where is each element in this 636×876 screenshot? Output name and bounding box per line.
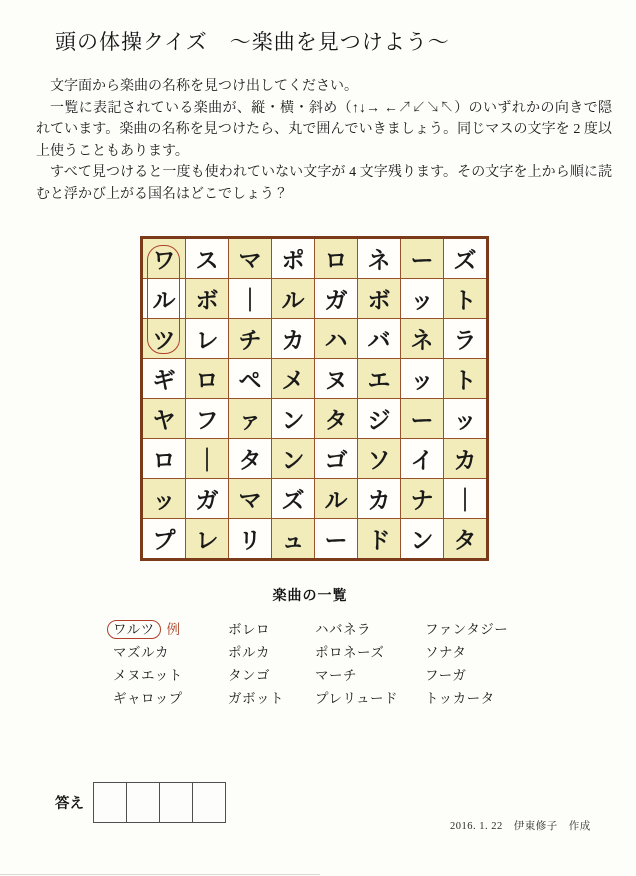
word-list-item: フーガ xyxy=(425,668,467,683)
grid-cell[interactable]: タ xyxy=(315,399,358,439)
grid-cell[interactable]: フ xyxy=(186,399,229,439)
grid-cell[interactable]: ボ xyxy=(186,279,229,319)
grid-cell[interactable]: ロ xyxy=(186,359,229,399)
answer-box[interactable] xyxy=(159,782,193,823)
grid-cell[interactable]: ー xyxy=(401,238,444,279)
grid-cell[interactable]: ッ xyxy=(142,479,186,519)
grid-cell[interactable]: イ xyxy=(401,439,444,479)
grid-cell[interactable]: レ xyxy=(186,319,229,359)
grid-cell[interactable]: タ xyxy=(444,519,488,560)
grid-cell[interactable]: ッ xyxy=(401,359,444,399)
grid-cell[interactable]: ソ xyxy=(358,439,401,479)
instruction-paragraph: 文字面から楽曲の名称を見つけ出してください。 xyxy=(50,79,358,94)
grid-cell[interactable]: マ xyxy=(229,479,272,519)
grid-cell[interactable]: ガ xyxy=(186,479,229,519)
grid-cell[interactable]: ｜ xyxy=(444,479,488,519)
grid-cell[interactable]: カ xyxy=(444,439,488,479)
grid-row xyxy=(142,319,488,359)
grid-cell[interactable]: カ xyxy=(272,319,315,359)
grid-cell[interactable]: ル xyxy=(272,279,315,319)
word-list-item: トッカータ xyxy=(425,691,495,706)
grid-cell[interactable]: ツ xyxy=(142,319,186,359)
grid-row xyxy=(142,399,488,439)
grid-row xyxy=(142,439,488,479)
grid-cell[interactable]: ポ xyxy=(272,238,315,279)
grid-cell[interactable]: ト xyxy=(444,359,488,399)
word-list-item: ファンタジー xyxy=(425,622,509,637)
word-list-item: プレリュード xyxy=(315,691,399,706)
grid-cell[interactable]: ン xyxy=(401,519,444,560)
grid-cell[interactable]: ュ xyxy=(272,519,315,560)
grid-cell[interactable]: プ xyxy=(142,519,186,560)
grid-cell[interactable]: ン xyxy=(272,439,315,479)
grid-cell[interactable]: チ xyxy=(229,319,272,359)
grid-cell[interactable]: ヤ xyxy=(142,399,186,439)
word-list xyxy=(113,618,593,718)
word-list-item: ガボット xyxy=(228,691,284,706)
word-list-column xyxy=(113,618,183,710)
word-list-item: ギャロップ xyxy=(113,691,183,706)
grid-cell[interactable]: ネ xyxy=(358,238,401,279)
grid-cell[interactable]: ゴ xyxy=(315,439,358,479)
puzzle-grid-table xyxy=(140,236,489,561)
grid-cell[interactable]: マ xyxy=(229,238,272,279)
grid-cell[interactable]: ッ xyxy=(444,399,488,439)
grid-cell[interactable]: ギ xyxy=(142,359,186,399)
grid-cell[interactable]: ロ xyxy=(315,238,358,279)
word-list-item: タンゴ xyxy=(228,668,270,683)
grid-cell[interactable]: エ xyxy=(358,359,401,399)
word-list-item: ポルカ xyxy=(228,645,270,660)
answer-label: 答え xyxy=(55,796,84,812)
word-list-column xyxy=(228,618,284,710)
grid-cell[interactable]: ネ xyxy=(401,319,444,359)
grid-cell[interactable]: レ xyxy=(186,519,229,560)
instruction-paragraph: 一覧に表記されている楽曲が、縦・横・斜め（↑↓→ ←↗↙↘↖）のいずれかの向きで隠れています。楽曲の名称を見つけたら、丸で囲んでいきましょう。同じマスの文字を 2 度以上使うこともあります。 xyxy=(36,100,612,159)
word-list-item: マーチ xyxy=(315,668,357,683)
grid-cell[interactable]: ル xyxy=(142,279,186,319)
grid-cell[interactable]: カ xyxy=(358,479,401,519)
grid-row xyxy=(142,238,488,279)
grid-cell[interactable]: バ xyxy=(358,319,401,359)
grid-cell[interactable]: ー xyxy=(401,399,444,439)
grid-cell[interactable]: ル xyxy=(315,479,358,519)
grid-cell[interactable]: リ xyxy=(229,519,272,560)
grid-cell[interactable]: ー xyxy=(315,519,358,560)
grid-row xyxy=(142,519,488,560)
answer-box[interactable] xyxy=(126,782,160,823)
grid-cell[interactable]: ズ xyxy=(444,238,488,279)
puzzle-grid-body xyxy=(142,238,488,560)
answer-box[interactable] xyxy=(93,782,127,823)
word-list-item xyxy=(113,618,183,641)
grid-cell[interactable]: ヌ xyxy=(315,359,358,399)
answer-box[interactable] xyxy=(192,782,226,823)
grid-cell[interactable]: ン xyxy=(272,399,315,439)
grid-cell[interactable]: ｜ xyxy=(229,279,272,319)
example-label: 例 xyxy=(166,622,181,637)
grid-cell[interactable]: ｜ xyxy=(186,439,229,479)
grid-cell[interactable]: ド xyxy=(358,519,401,560)
grid-cell[interactable]: ス xyxy=(186,238,229,279)
word-list-column xyxy=(315,618,398,710)
word-list-heading: 楽曲の一覧 xyxy=(272,589,348,604)
word-list-item: ハバネラ xyxy=(315,622,371,637)
grid-cell[interactable]: ズ xyxy=(272,479,315,519)
grid-cell[interactable]: ラ xyxy=(444,319,488,359)
grid-cell[interactable]: ッ xyxy=(401,279,444,319)
page-title: 頭の体操クイズ ～楽曲を見つけよう～ xyxy=(55,30,450,54)
grid-cell[interactable]: タ xyxy=(229,439,272,479)
grid-row xyxy=(142,479,488,519)
credit-line: 2016. 1. 22 伊東修子 作成 xyxy=(450,821,591,832)
grid-cell[interactable]: ボ xyxy=(358,279,401,319)
word-list-item: ソナタ xyxy=(425,645,467,660)
word-list-item: マズルカ xyxy=(113,645,169,660)
instruction-paragraph: すべて見つけると一度も使われていない文字が 4 文字残ります。その文字を上から順に読むと浮かび上がる国名はどこでしょう？ xyxy=(36,165,612,202)
instructions xyxy=(36,76,612,205)
word-list-item: ボレロ xyxy=(228,622,270,637)
grid-cell[interactable]: ト xyxy=(444,279,488,319)
grid-cell[interactable]: ジ xyxy=(358,399,401,439)
grid-row xyxy=(142,279,488,319)
grid-cell[interactable]: ロ xyxy=(142,439,186,479)
word-list-item: メヌエット xyxy=(113,668,183,683)
grid-cell[interactable]: ナ xyxy=(401,479,444,519)
grid-cell[interactable]: ハ xyxy=(315,319,358,359)
word-list-item: ポロネーズ xyxy=(315,645,385,660)
grid-row xyxy=(142,359,488,399)
grid-cell[interactable]: メ xyxy=(272,359,315,399)
puzzle-grid xyxy=(140,236,489,561)
grid-cell[interactable]: ワ xyxy=(142,238,186,279)
grid-cell[interactable]: ペ xyxy=(229,359,272,399)
example-circle-word: ワルツ xyxy=(107,620,161,639)
scan-artifact xyxy=(0,874,320,875)
grid-cell[interactable]: ガ xyxy=(315,279,358,319)
answer-boxes xyxy=(93,782,226,823)
grid-cell[interactable]: ァ xyxy=(229,399,272,439)
word-list-column xyxy=(425,618,508,710)
